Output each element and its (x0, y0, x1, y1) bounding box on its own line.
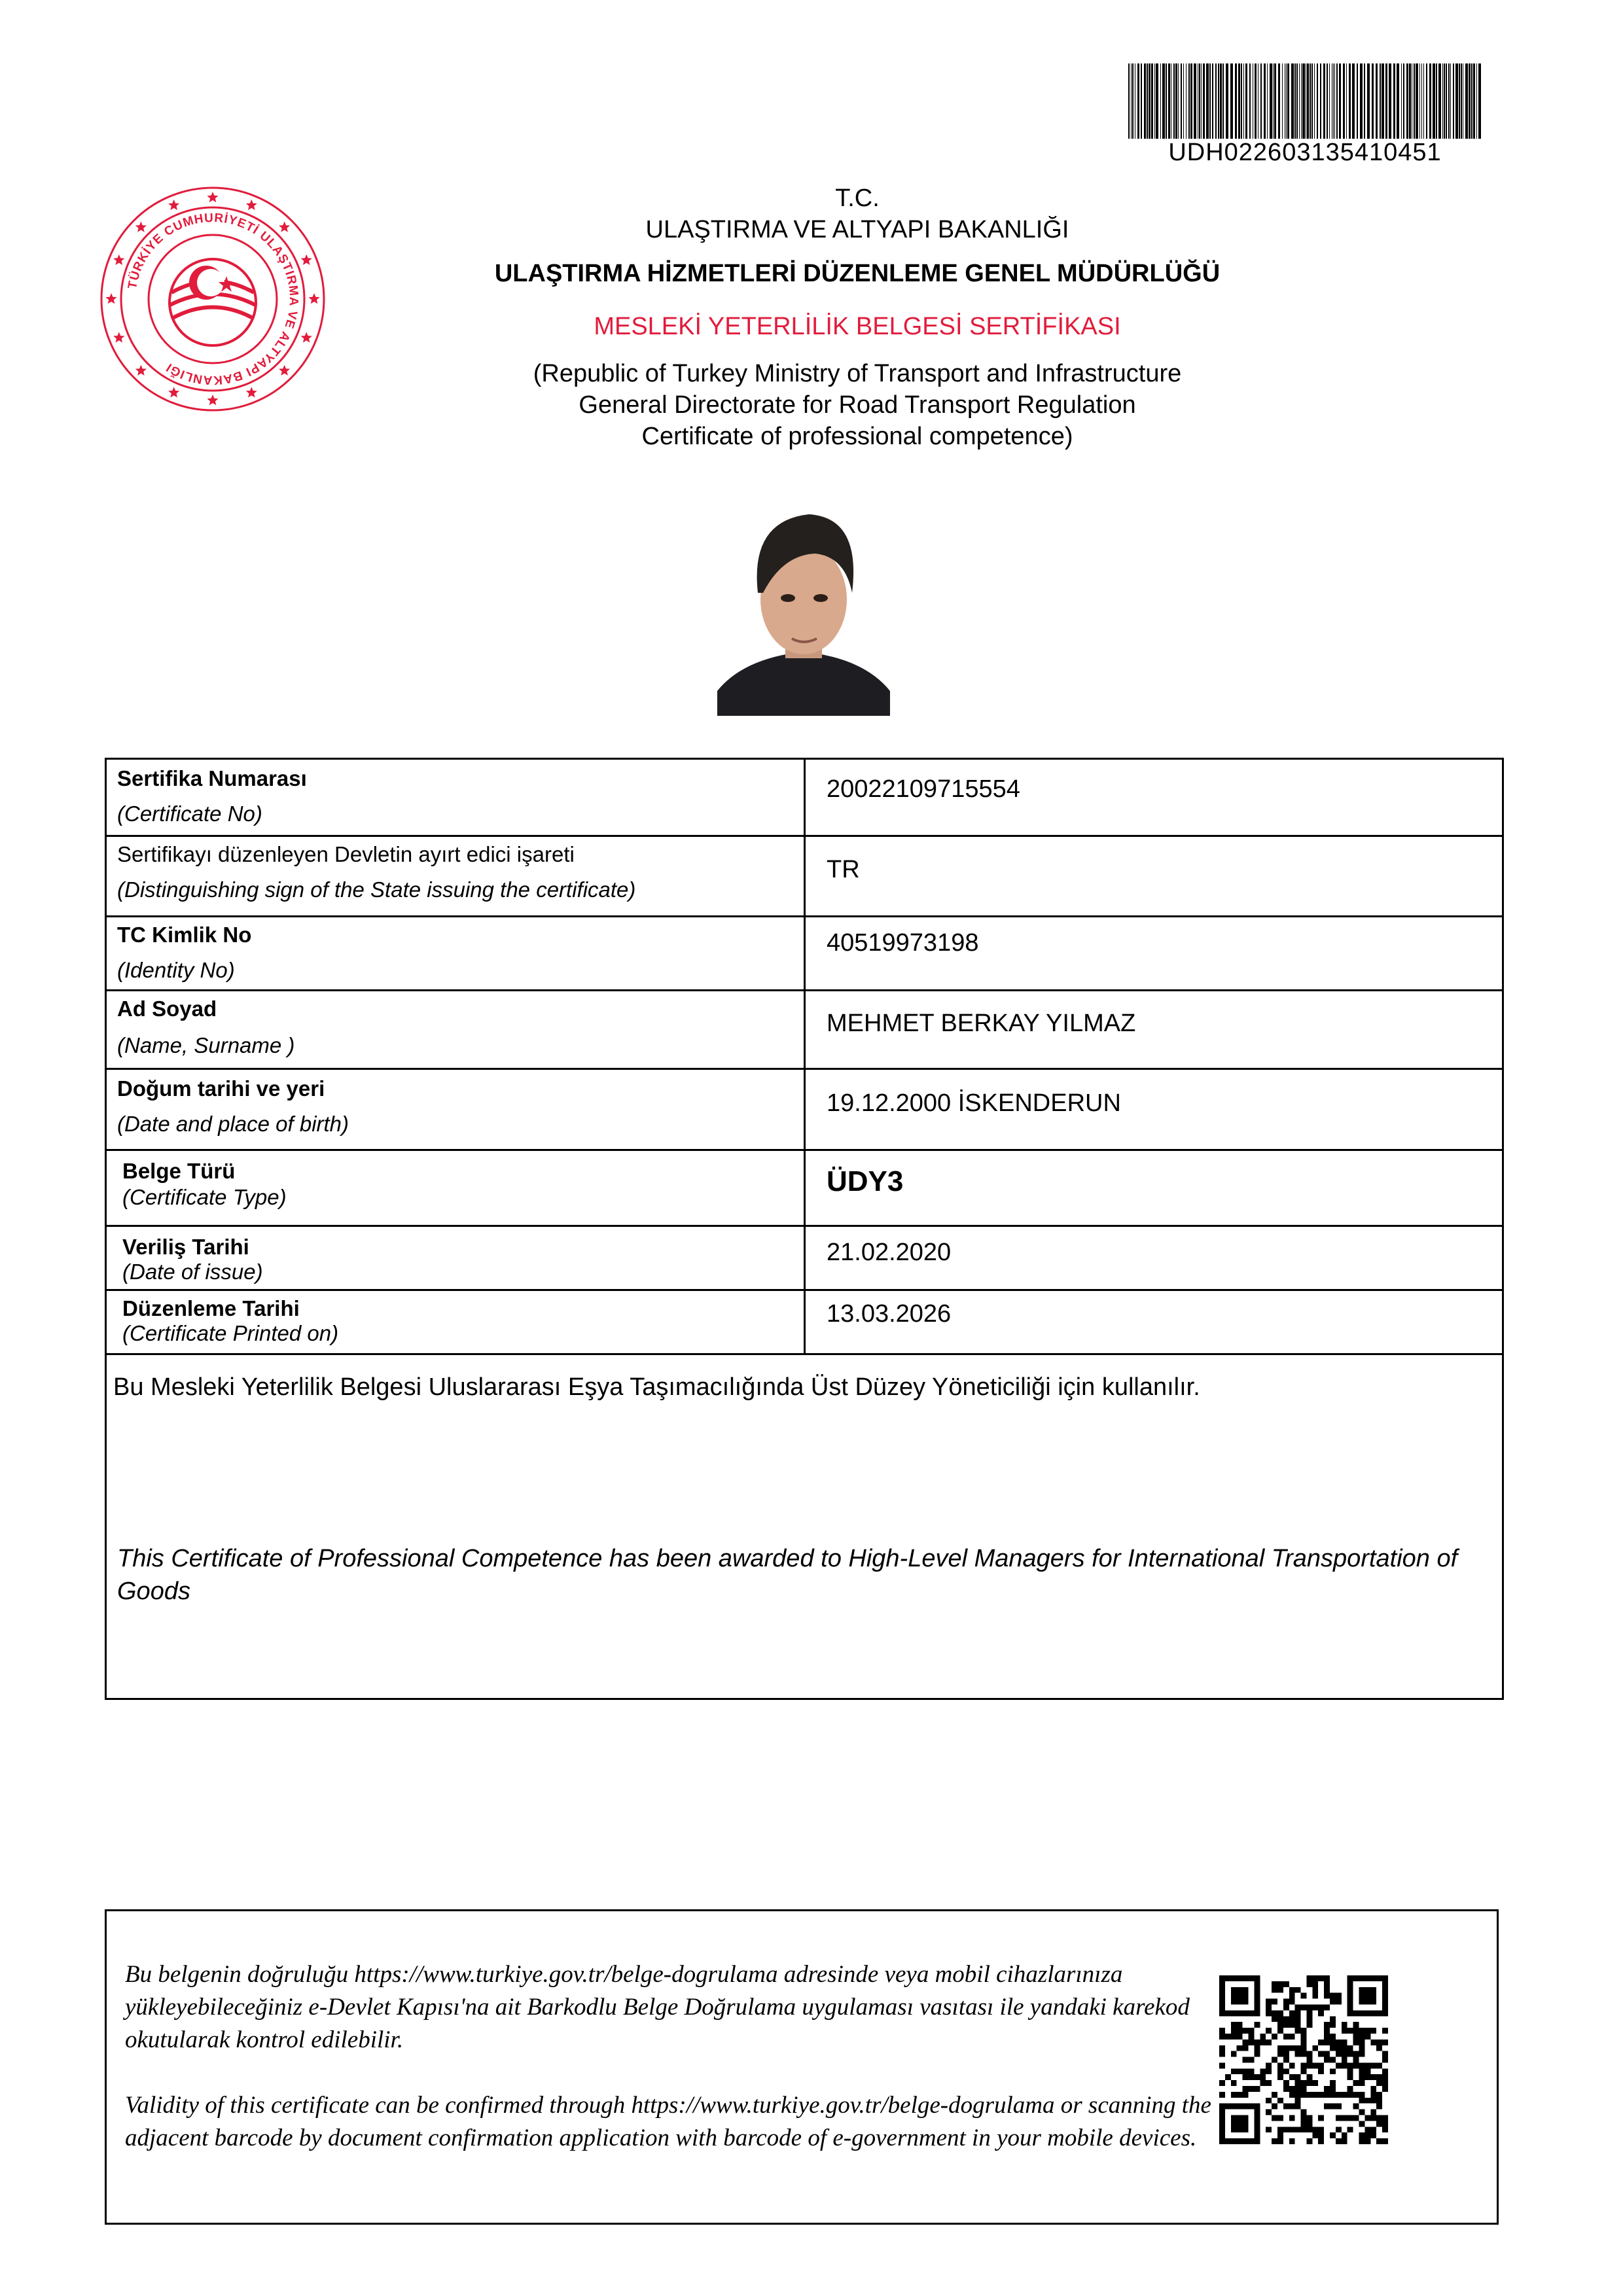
header-tc: T.C. (835, 185, 880, 212)
table-row-birth (107, 1070, 1502, 1151)
field-label-en: (Date of issue) (122, 1260, 263, 1284)
qr-code-image[interactable] (1219, 1975, 1388, 2144)
table-row-date-of-issue (107, 1227, 1502, 1291)
field-label-en: (Distinguishing sign of the State issuing the certificate) (117, 877, 636, 902)
field-value-birth: 19.12.2000 İSKENDERUN (827, 1089, 1121, 1117)
table-row-printed-on (107, 1291, 1502, 1355)
holder-photo (717, 495, 890, 716)
field-value-issuing-state: TR (827, 856, 860, 883)
verification-text-tr: Bu belgenin doğruluğu https://www.turkiye.gov.tr/belge-dogrulama adresinde veya mobil cihazlarınıza yükleyebileceğiniz e-Devlet Kapısı'na ait Barkodlu Belge Doğrulama uygulaması vasıtası ile yandaki karekod okutularak kontrol edilebilir. (125, 1961, 1190, 2053)
field-label-en: (Certificate No) (117, 802, 262, 826)
svg-text:TÜRKİYE CUMHURİYETİ ULAŞTIRMA (126, 211, 300, 387)
field-label-en: (Certificate Type) (122, 1185, 287, 1209)
barcode-image (1128, 63, 1482, 139)
header-english-line-1: (Republic of Turkey Ministry of Transport and Infrastructure (533, 360, 1182, 387)
field-value-date-of-issue: 21.02.2020 (827, 1239, 952, 1266)
header-english-line-3: Certificate of professional competence) (641, 423, 1073, 450)
field-label-en: (Name, Surname ) (117, 1033, 295, 1057)
certificate-details-table (105, 758, 1504, 1700)
header-directorate: ULAŞTIRMA HİZMETLERİ DÜZENLEME GENEL MÜDÜRLÜĞÜ (494, 260, 1221, 287)
header-english-line-2: General Directorate for Road Transport Regulation (579, 391, 1136, 419)
ministry-seal-logo (98, 185, 327, 414)
field-label: Sertifikayı düzenleyen Devletin ayırt edici işareti (117, 842, 575, 866)
certificate-title: MESLEKİ YETERLİLİK BELGESİ SERTİFİKASI (594, 313, 1121, 340)
verification-text-en: Validity of this certificate can be confirmed through https://www.turkiye.gov.tr/belge-dogrulama or scanning the adjacent barcode by document confirmation application with barcode of e-government in your mobile devices. (125, 2092, 1211, 2151)
field-label: Veriliş Tarihi (122, 1235, 249, 1259)
table-row-certificate-no (107, 760, 1502, 837)
barcode-number: UDH022603135410451 (1168, 139, 1442, 166)
field-value-certificate-no: 20022109715554 (827, 775, 1020, 803)
field-label: Doğum tarihi ve yeri (117, 1076, 325, 1101)
field-label: Düzenleme Tarihi (122, 1296, 300, 1320)
field-value-printed-on: 13.03.2026 (827, 1300, 952, 1328)
field-value-name-surname: MEHMET BERKAY YILMAZ (827, 1010, 1136, 1037)
field-label: Ad Soyad (117, 997, 217, 1021)
usage-note-en: This Certificate of Professional Competence has been awarded to High-Level Managers for International Transportation of Goods (117, 1545, 1458, 1605)
field-label-en: (Date and place of birth) (117, 1112, 349, 1136)
header-ministry: ULAŞTIRMA VE ALTYAPI BAKANLIĞI (645, 216, 1069, 243)
table-row-certificate-type (107, 1151, 1502, 1227)
field-value-certificate-type: ÜDY3 (827, 1165, 904, 1197)
table-row-name-surname (107, 991, 1502, 1070)
usage-note-tr: Bu Mesleki Yeterlilik Belgesi Uluslararası Eşya Taşımacılığında Üst Düzey Yöneticiliği için kullanılır. (113, 1373, 1200, 1401)
field-label: Sertifika Numarası (117, 766, 307, 790)
table-row-issuing-state (107, 837, 1502, 917)
field-label-en: (Identity No) (117, 958, 235, 982)
field-value-identity-no: 40519973198 (827, 929, 979, 957)
field-label: Belge Türü (122, 1159, 236, 1183)
field-label: TC Kimlik No (117, 923, 252, 947)
field-label-en: (Certificate Printed on) (122, 1321, 339, 1345)
seal-ring-text: TÜRKİYE CUMHURİYETİ ULAŞTIRMA VE ALTYAPI BAKANLIĞI (126, 211, 301, 387)
table-row-identity-no (107, 917, 1502, 991)
verification-box (105, 1909, 1499, 2225)
